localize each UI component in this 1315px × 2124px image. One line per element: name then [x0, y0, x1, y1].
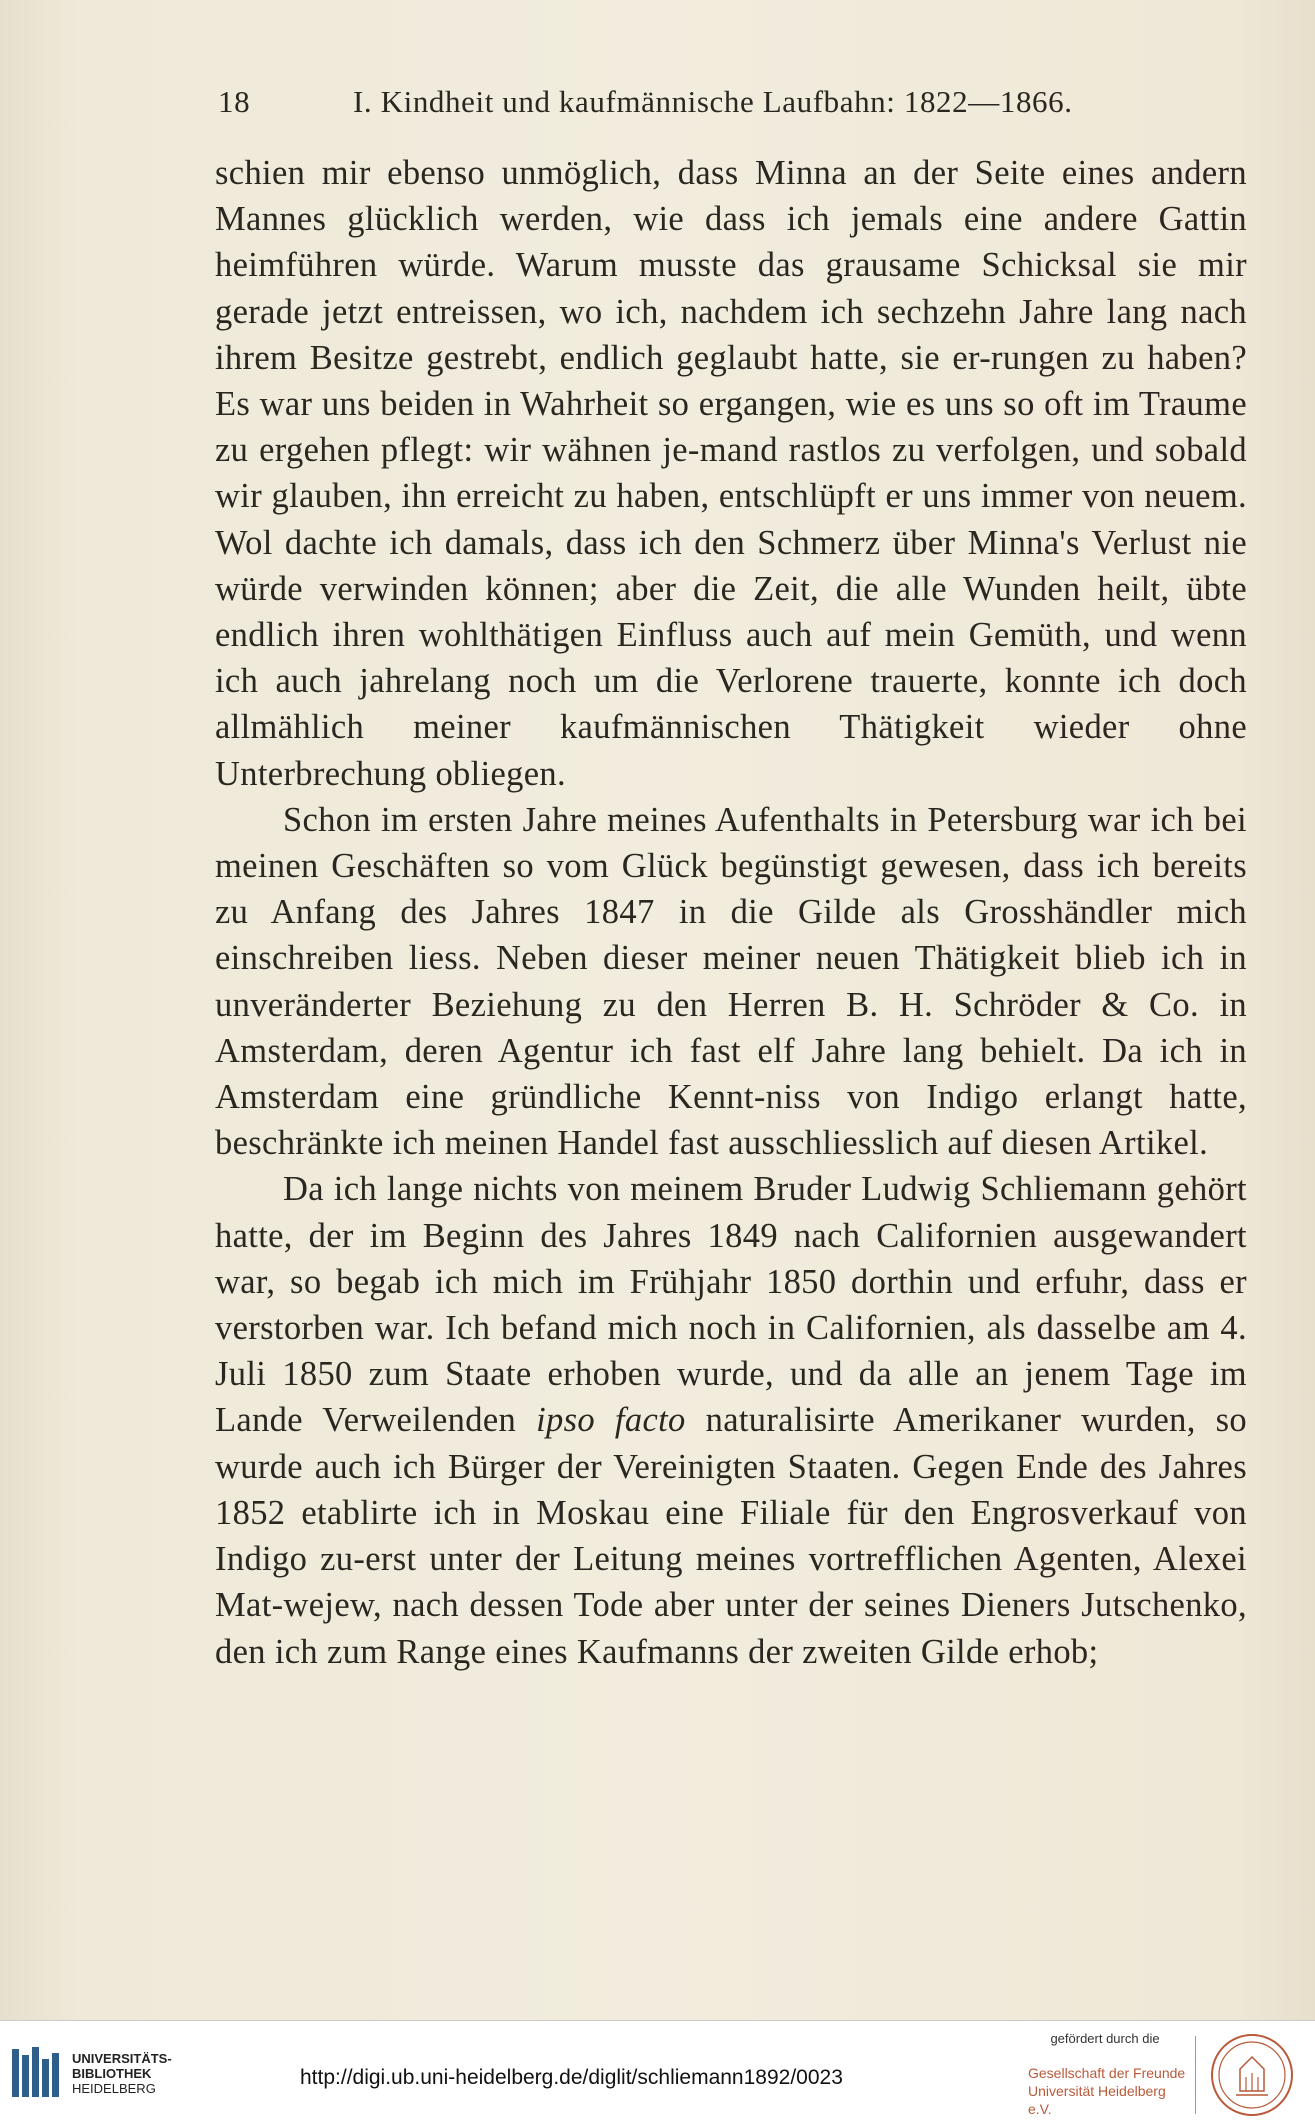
page-header: [218, 84, 1248, 128]
running-head: I. Kindheit und kaufmännische Laufbahn: 1822—1866.: [353, 84, 1073, 119]
sponsored-by-label: gefördert durch die: [1050, 2031, 1160, 2046]
page-number: 18: [218, 84, 251, 119]
sponsor-name-line1: Gesellschaft der Freunde: [1028, 2065, 1186, 2081]
sponsor-divider: [1195, 2036, 1196, 2114]
university-seal-icon: [1210, 2033, 1294, 2117]
permalink-url[interactable]: http://digi.ub.uni-heidelberg.de/diglit/schliemann1892/0023: [300, 2066, 843, 2089]
library-name: UNIVERSITÄTS- BIBLIOTHEK HEIDELBERG: [72, 2051, 172, 2096]
university-library-logo-icon: [10, 2045, 62, 2101]
sponsor-name-line2: Universität Heidelberg e.V.: [1028, 2083, 1166, 2117]
body-text: [215, 150, 1247, 1675]
sponsor-block: [1020, 2031, 1190, 2118]
paragraph-1: schien mir ebenso unmöglich, dass Minna an der Seite eines andern Mannes glücklich werden, wie dass ich jemals eine andere Gattin heimführen würde. Warum musste das grausame Schicksal sie mir gerade jetzt entreissen, wo ich, nachdem ich sechzehn Jahre lang nach ihrem Besitze gestrebt, endlich geglaubt hatte, sie er-rungen zu haben? Es war uns beiden in Wahrheit so ergangen, wie es uns so oft im Traume zu ergehen pflegt: wir wähnen je-mand rastlos zu verfolgen, und sobald wir glauben, ihn erreicht zu haben, entschlüpft er uns immer von neuem. Wol dachte ich damals, dass ich den Schmerz über Minna's Verlust nie würde verwinden können; aber die Zeit, die alle Wunden heilt, übte endlich ihren wohlthätigen Einfluss auch auf mein Gemüth, und wenn ich auch jahrelang noch um die Verlorene trauerte, konnte ich doch allmählich meiner kaufmännischen Thätigkeit wieder ohne Unterbrechung obliegen.: [215, 154, 1247, 793]
paragraph-3: [215, 1166, 1247, 1674]
paragraph-3-part-b: naturalisirte Amerikaner wurden, so wurde auch ich Bürger der Vereinigten Staaten. Gegen Ende des Jahres 1852 etablirte ich in Moskau eine Filiale für den Engrosverkauf von Indigo zu-erst unter der Leitung meines vortrefflichen Agenten, Alexei Mat-wejew, nach dessen Tode aber unter der seines Dieners Jutschenko, den ich zum Range eines Kaufmanns der zweiten Gilde erhob;: [215, 1401, 1247, 1671]
digitization-footer: [0, 2020, 1315, 2124]
paragraph-3-part-a: Da ich lange nichts von meinem Bruder Ludwig Schliemann gehört hatte, der im Beginn des Jahres 1849 nach Californien ausgewandert war, so begab ich mich im Frühjahr 1850 dorthin und erfuhr, dass er verstorben war. Ich befand mich noch in Californien, als dasselbe am 4. Juli 1850 zum Staate erhoben wurde, und da alle an jenem Tage im Lande Verweilenden: [215, 1170, 1247, 1440]
paragraph-3-italic: ipso facto: [536, 1401, 686, 1440]
paragraph-2: Schon im ersten Jahre meines Aufenthalts in Petersburg war ich bei meinen Geschäften so vom Glück begünstigt gewesen, dass ich bereits zu Anfang des Jahres 1847 in die Gilde als Grosshändler mich einschreiben liess. Neben dieser meiner neuen Thätigkeit blieb ich in unveränderter Beziehung zu den Herren B. H. Schröder & Co. in Amsterdam, deren Agentur ich fast elf Jahre lang behielt. Da ich in Amsterdam eine gründliche Kennt-niss von Indigo erlangt hatte, beschränkte ich meinen Handel fast ausschliesslich auf diesen Artikel.: [215, 800, 1247, 1163]
